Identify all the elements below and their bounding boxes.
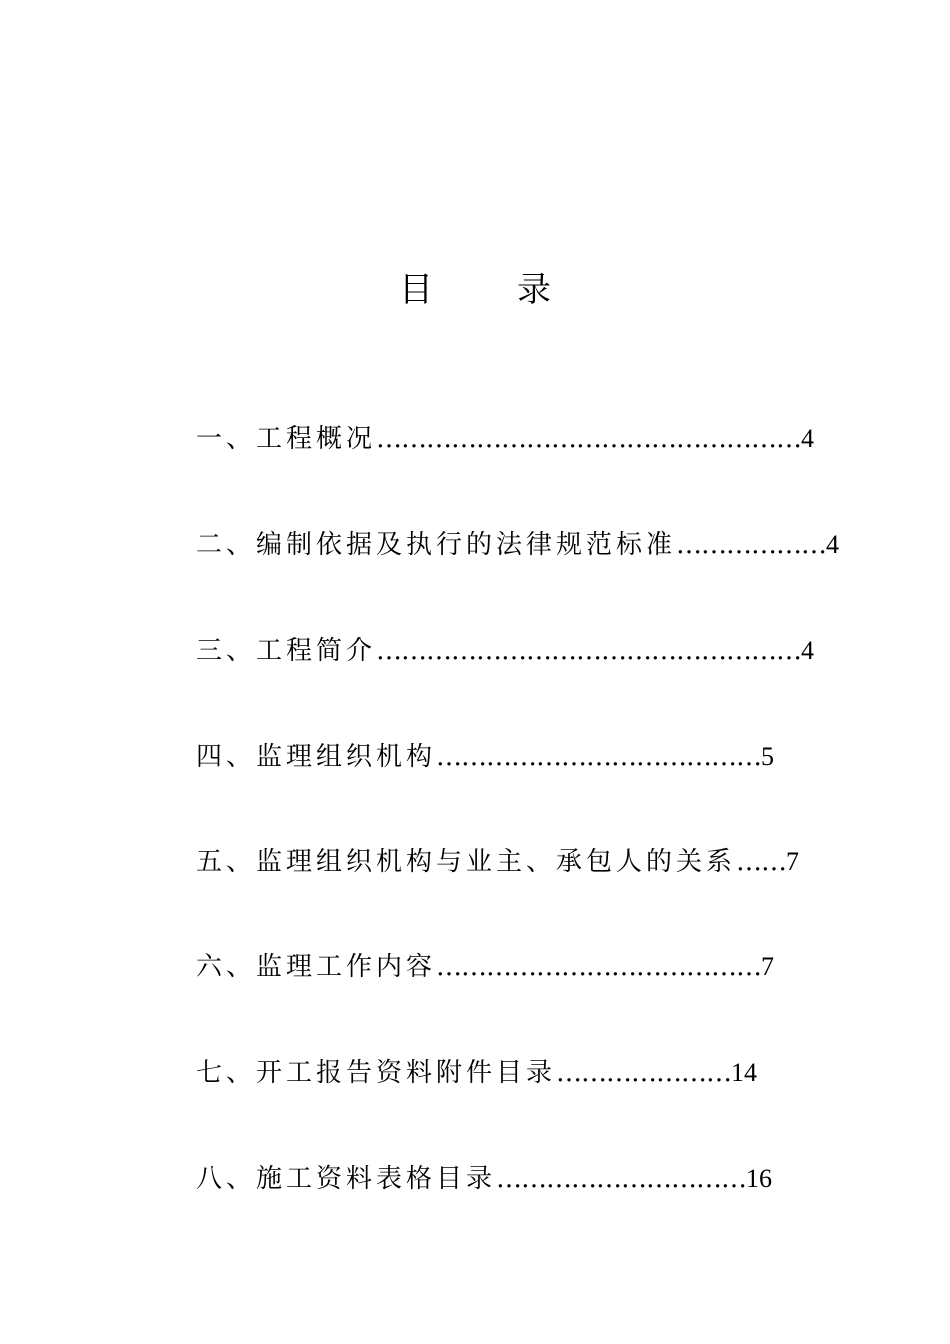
toc-entry-6[interactable] [196,950,774,984]
toc-entry-4[interactable] [196,740,774,774]
toc-entry-leader: ………………………………… [436,952,762,982]
toc-entry-leader: ………………………………… [436,742,762,772]
toc-entry-page: 7 [786,847,800,876]
page-title: 目录 [399,270,635,310]
toc-entry-8[interactable] [196,1162,772,1196]
toc-entry-3[interactable] [196,634,814,668]
toc-entry-2[interactable] [196,528,839,562]
toc-entry-7[interactable] [196,1056,757,1090]
toc-entry-leader: ………………… [556,1058,732,1088]
toc-entry-label: 一、工程概况 [196,424,377,454]
toc-entry-5[interactable] [196,845,799,879]
toc-entry-label: 六、监理工作内容 [196,952,437,982]
toc-entry-page: 14 [731,1058,758,1087]
toc-entry-page: 16 [746,1164,773,1193]
toc-entry-leader: ……………… [676,530,827,560]
toc-entry-label: 二、编制依据及执行的法律规范标准 [196,530,677,560]
toc-entry-label: 七、开工报告资料附件目录 [196,1058,557,1088]
toc-entry-leader: …………………………………………… [376,424,802,454]
toc-entry-1[interactable] [196,422,814,456]
toc-entry-page: 7 [761,952,775,981]
toc-entry-leader: ………………………… [496,1164,747,1194]
toc-entry-label: 五、监理组织机构与业主、承包人的关系 [196,847,737,877]
toc-entry-label: 四、监理组织机构 [196,742,437,772]
toc-entry-page: 4 [826,530,840,559]
toc-entry-leader: …………………………………………… [376,636,802,666]
toc-entry-label: 三、工程简介 [196,636,377,666]
toc-entry-page: 4 [801,424,815,453]
toc-entry-page: 5 [761,742,775,771]
toc-entry-label: 八、施工资料表格目录 [196,1164,497,1194]
toc-entry-page: 4 [801,636,815,665]
toc-entry-leader: …… [736,847,787,877]
